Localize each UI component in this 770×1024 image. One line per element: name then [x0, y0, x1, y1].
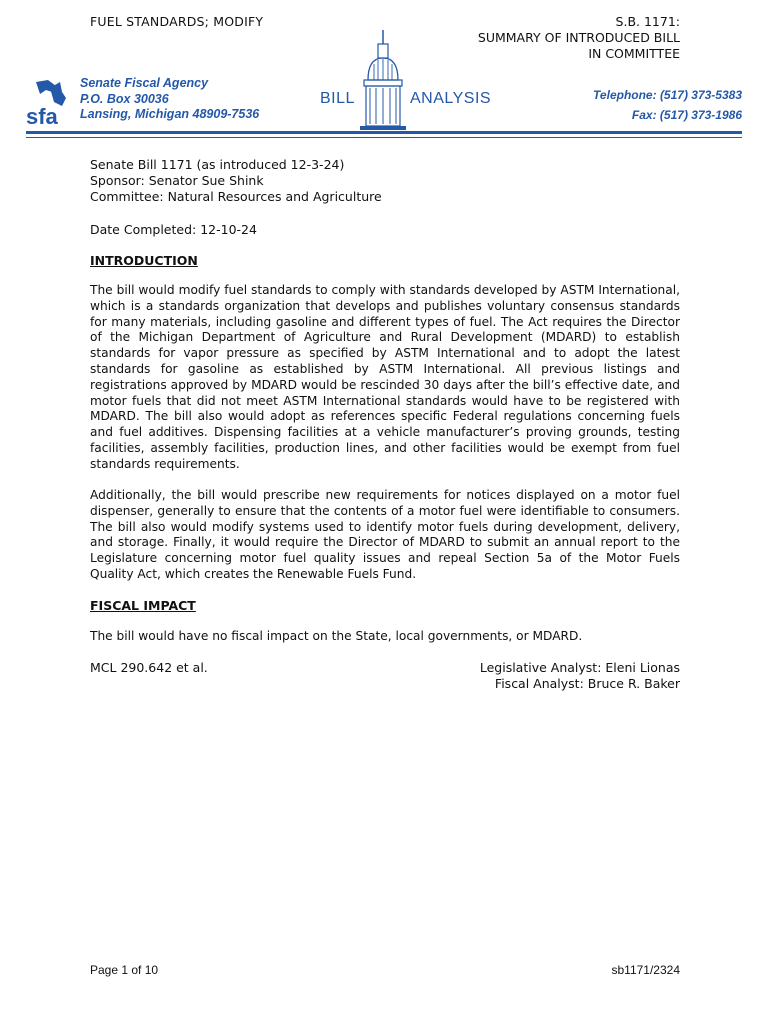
agency-letterhead: [26, 76, 286, 136]
bill-line: Senate Bill 1171 (as introduced 12-3-24): [90, 157, 345, 172]
analysis-word: ANALYSIS: [410, 90, 492, 107]
introduction-paragraph-2: Additionally, the bill would prescribe new requirements for notices displayed on a motor fuel dispenser, generally to ensure that the contents of a motor fuel were identifiable to consumers. The bill also would modify systems used to identify motor fuels during development, delivery, and storage. Finally, it would require the Director of MDARD to submit an annual report to the Legislature concerning motor fuel quality issues and repeal Section 5a of the Motor Fuels Quality Act, which creates the Renewable Fuels Fund.: [90, 488, 680, 581]
committee-line: Committee: Natural Resources and Agriculture: [90, 189, 382, 204]
date-completed: Date Completed: 12-10-24: [90, 222, 257, 237]
fiscal-impact-heading: FISCAL IMPACT: [90, 598, 196, 613]
fiscal-analyst: Fiscal Analyst: Bruce R. Baker: [494, 676, 680, 691]
header-summary-line2: IN COMMITTEE: [588, 46, 680, 61]
header-bill-summary: [478, 14, 680, 62]
header-summary-line1: SUMMARY OF INTRODUCED BILL: [477, 30, 680, 45]
analysts: [480, 660, 680, 692]
sfa-logo: [26, 78, 78, 130]
introduction-paragraph-1: The bill would modify fuel standards to comply with standards developed by ASTM International, which is a standards organization that develops and publishes voluntary consensus standards for many materials, including gasoline and different types of fuel. The Act requires the Director of the Michigan Department of Agriculture and Rural Development (MDARD) to establish standards for vapor pressure as specified by ASTM International and to adopt the latest standards for gasoline as established by ASTM International. All previous listings and registrations approved by MDARD would be rescinded 30 days after the bill’s effective date, and motor fuels that did not meet ASTM International standards would have to be registered with MDARD. The bill also would adopt as references specific Federal regulations concerning fuels and fuel additives. Dispensing facilities at a vehicle manufacturer’s proving grounds, testing facilities, assembly facilities, production lines, and other facilities would be exempt from fuel standards requirements.: [90, 283, 680, 471]
page-number: Page 1 of 10: [90, 963, 159, 977]
sfa-logo-text: sfa: [26, 104, 58, 129]
agency-contact: [593, 85, 742, 125]
agency-po-box: P.O. Box 30036: [80, 91, 169, 106]
introduction-heading: INTRODUCTION: [90, 253, 198, 268]
capitol-dome-icon: [356, 30, 410, 132]
mcl-reference: MCL 290.642 et al.: [90, 660, 208, 675]
sponsor-line: Sponsor: Senator Sue Shink: [90, 173, 264, 188]
fiscal-impact-text: The bill would have no fiscal impact on the State, local governments, or MDARD.: [90, 629, 583, 643]
header-rule-thick: [26, 131, 742, 134]
agency-city: Lansing, Michigan 48909-7536: [80, 107, 260, 121]
header-rule-thin: [26, 137, 742, 138]
header-bill-number: S.B. 1171:: [615, 14, 680, 29]
header-topic: FUEL STANDARDS; MODIFY: [90, 14, 264, 29]
bill-meta: [90, 157, 382, 205]
agency-telephone: Telephone: (517) 373-5383: [593, 88, 742, 102]
agency-fax: Fax: (517) 373-1986: [631, 108, 742, 122]
agency-name: Senate Fiscal Agency: [80, 76, 209, 90]
legislative-analyst: Legislative Analyst: Eleni Lionas: [479, 660, 680, 675]
document-id: sb1171/2324: [611, 963, 680, 977]
bill-word: BILL: [320, 90, 355, 107]
